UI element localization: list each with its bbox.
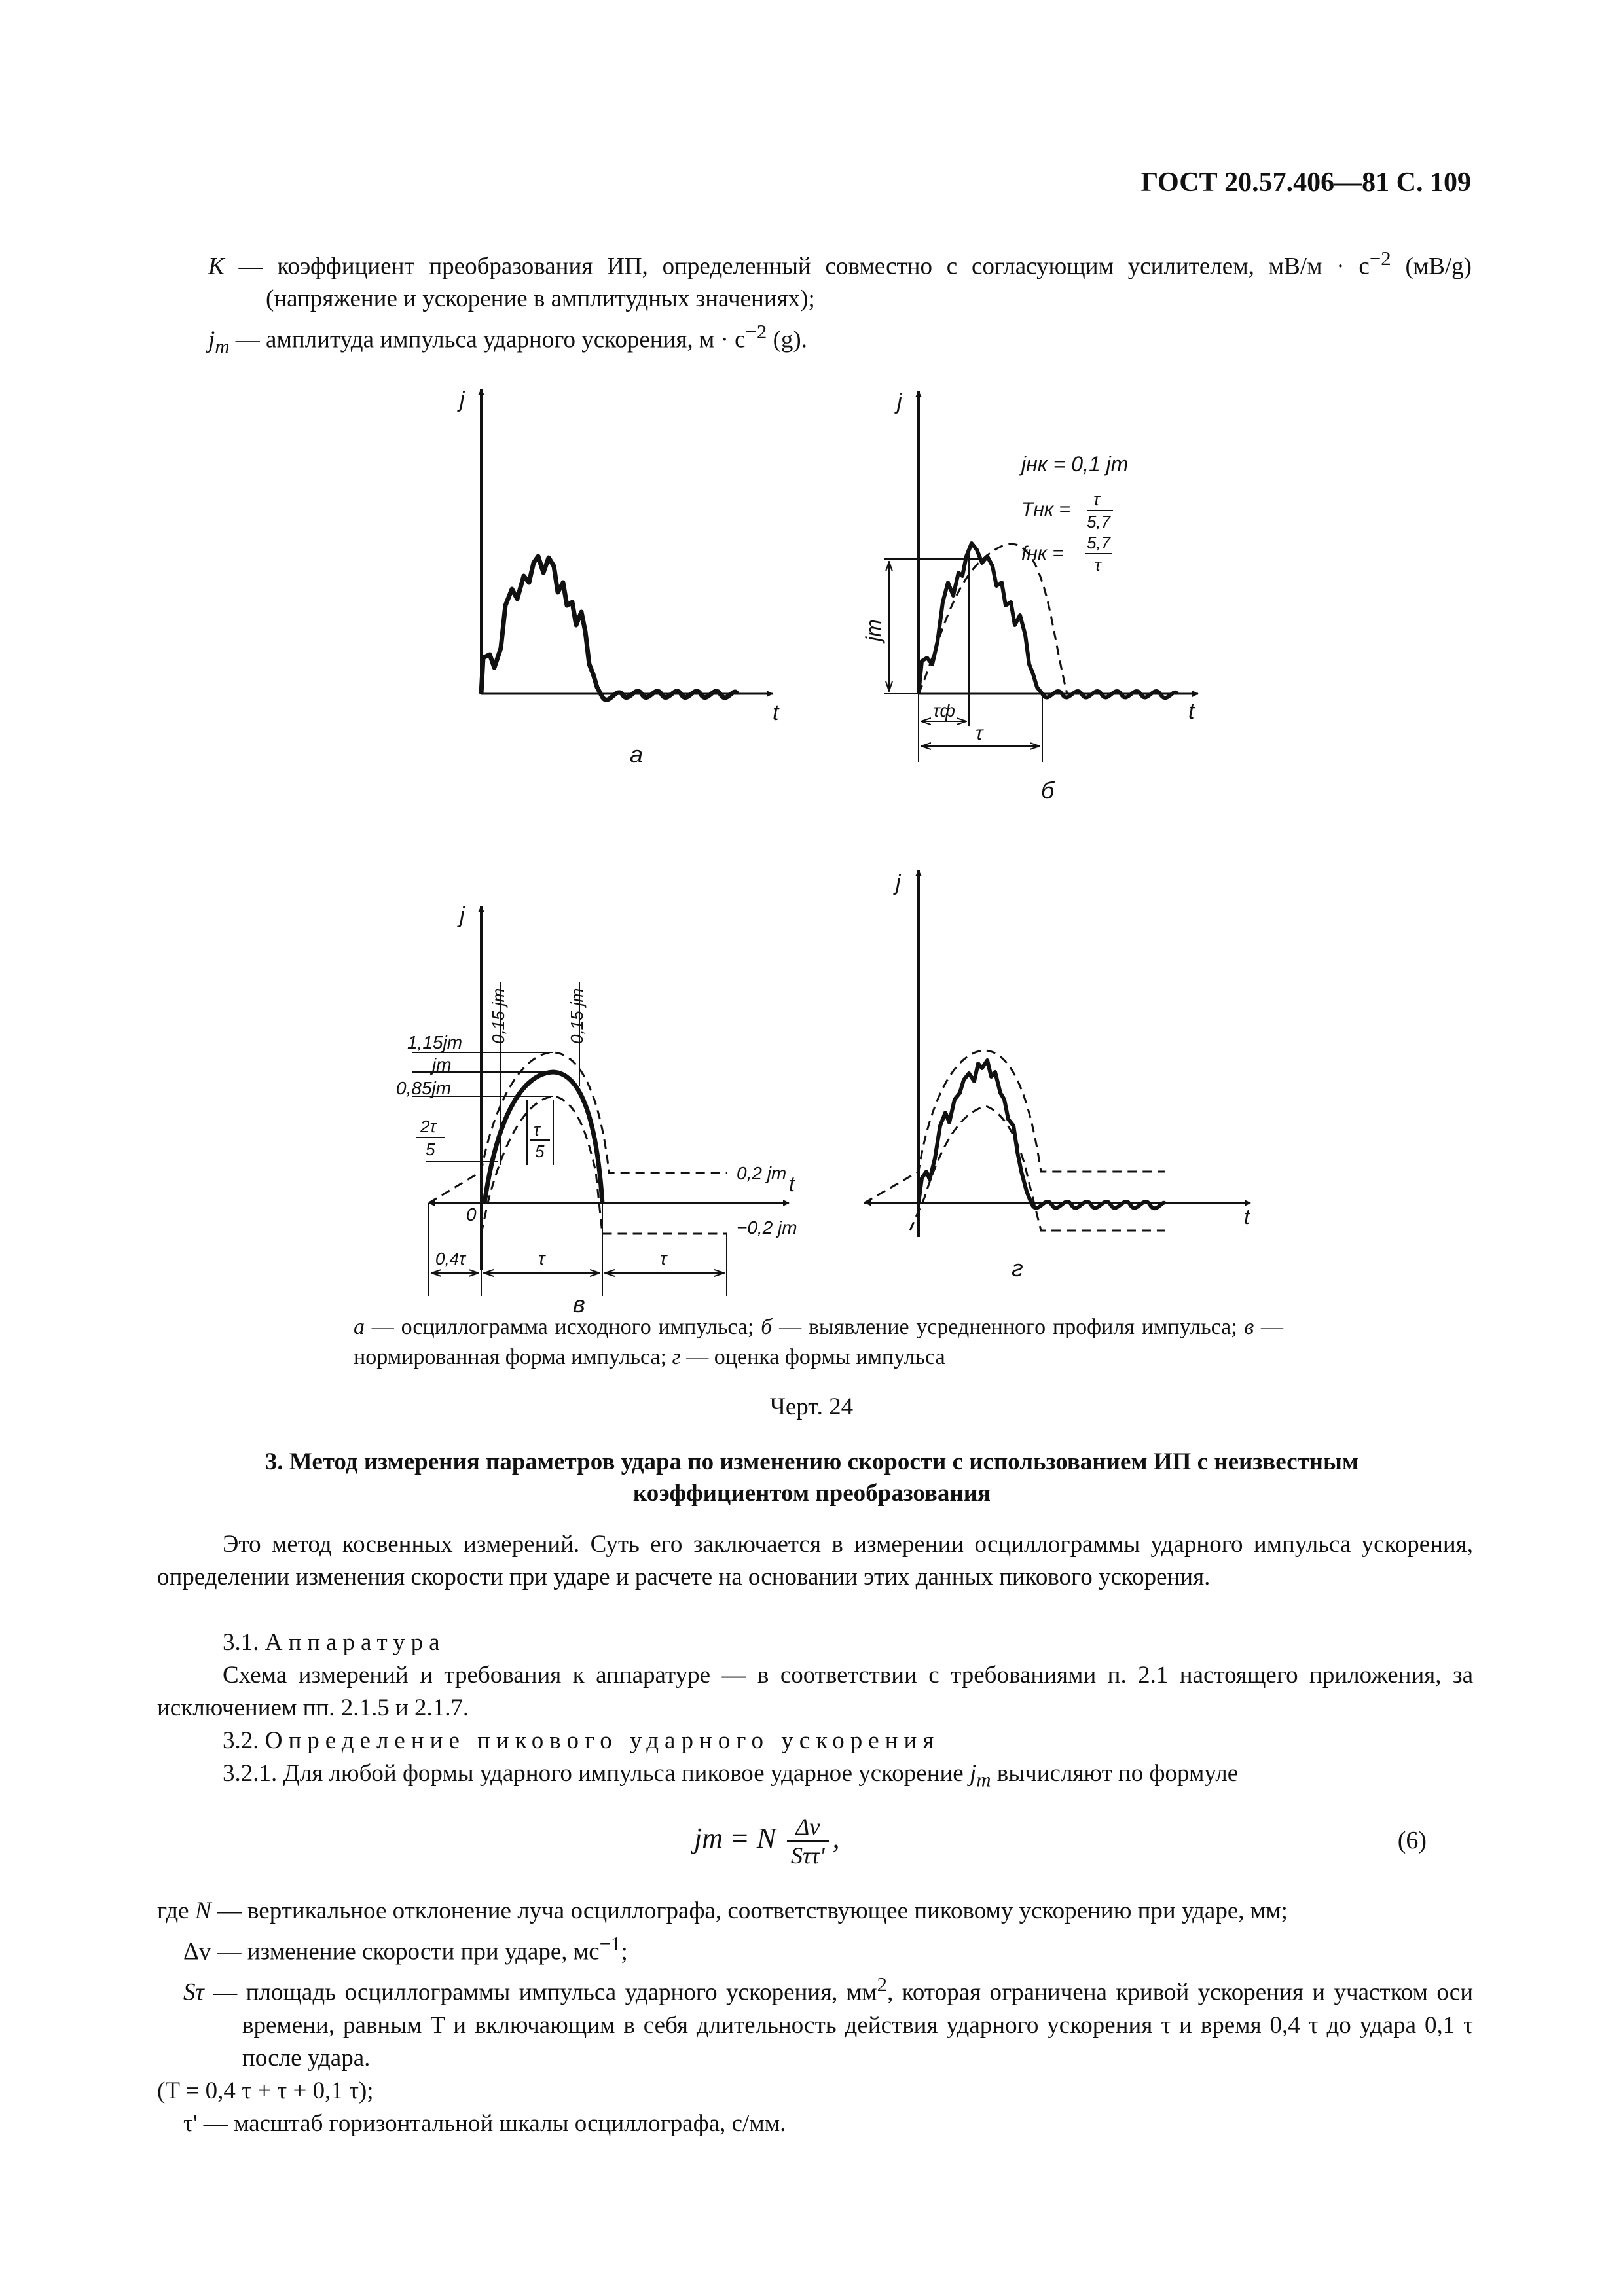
panel-b-tau-label: τ [976, 723, 983, 744]
figure-chert-24 [396, 353, 1336, 1335]
panel-b-formula-fnk-num: 5,7 [1087, 533, 1111, 552]
panel-b-letter: б [1041, 777, 1055, 804]
panel-a-y-label: j [460, 387, 465, 412]
panel-v-upper-tolerance [429, 1052, 727, 1203]
figure-number: Черт. 24 [769, 1393, 854, 1420]
panel-a-curve [481, 556, 737, 700]
section-3-intro: Это метод косвенных измерений. Суть его заключается в измерении осциллограммы ударного импульса ускорения, определении изменения скорости при ударе и расчете на основании этих данных пикового ускорения. [157, 1531, 1473, 1590]
where-n: где N — вертикальное отклонение луча осциллографа, соответствующее пиковому ускорению при ударе, мм; [157, 1897, 1288, 1924]
section-3-1-text: Схема измерений и требования к аппаратуре — в соответствии с требованиями п. 2.1 настоящего приложения, за исключением пп. 2.1.5 и 2.1.7. [157, 1662, 1473, 1721]
panel-v-label-085jm: 0,85jm [396, 1078, 452, 1098]
definition-k: K — коэффициент преобразования ИП, определенный совместно с согласующим усилителем, $мВ/м \cdot с^{-2}$ (мВ/g) (напряжение и ускорение в амплитудных значениях); [208, 247, 1472, 313]
symbol-k: K [208, 253, 225, 280]
panel-b-formula-jnk: jнк = 0,1 jm [1021, 452, 1129, 476]
panel-v-label-tau5-num: τ [534, 1120, 540, 1139]
formula-6: jm = N $\frac{\Delta v}{\text{Sττ'}}$ , (6) [694, 1814, 1427, 1869]
panel-v-label-tau5-den: 5 [535, 1141, 545, 1161]
panel-b-formula-tnk-num: τ [1093, 490, 1100, 509]
formula-numerator: Δv [787, 1813, 828, 1842]
where-t-formula: (T = 0,4 τ + τ + 0,1 τ); [157, 2077, 374, 2104]
panel-b-x-label: t [1188, 699, 1195, 724]
panel-g [864, 870, 1250, 1282]
figure-svg [396, 353, 1336, 1335]
panel-g-lower-tolerance [910, 1106, 1165, 1230]
symbol-jm-inline: $j_m$ [969, 1760, 991, 1791]
panel-v-label-jm: jm [432, 1054, 452, 1075]
panel-b-formula-fnk-den: τ [1095, 555, 1101, 575]
where-block [157, 1895, 1473, 2140]
symbol-jm: $j_m$ [208, 326, 230, 358]
panel-v-label-tau2: τ [660, 1248, 667, 1268]
panel-v-label-015jm-b: 0,15 jm [567, 988, 587, 1044]
definitions-block [208, 242, 1472, 363]
page-header: ГОСТ 20.57.406—81 С. 109 [1140, 168, 1471, 198]
panel-b [862, 389, 1198, 804]
where-tau-prime: τ' — масштаб горизонтальной шкалы осциллографа, с/мм. [183, 2109, 786, 2137]
panel-b-curve [919, 543, 1177, 698]
panel-b-y-label: j [897, 389, 902, 414]
section-3-title: 3. Метод измерения параметров удара по изменению скорости с использованием ИП с неизвестным коэффициентом преобразования [264, 1448, 1359, 1507]
formula-fraction [787, 1813, 828, 1869]
section-3-2-heading: 3.2. Определение пикового ударного ускорения [223, 1727, 940, 1754]
panel-v-label-015jm-a: 0,15 jm [488, 988, 508, 1044]
figure-caption: а — осциллограмма исходного импульса; б — выявление усредненного профиля импульса; в — нормированная форма импульса; г — оценка формы импульса [354, 1315, 1283, 1369]
panel-g-x-label: t [1244, 1205, 1250, 1229]
panel-v-label-m02jm: −0,2 jm [737, 1217, 797, 1238]
panel-v-label-115jm: 1,15jm [407, 1032, 463, 1052]
panel-v-x-label: t [789, 1172, 795, 1196]
section-3-2-1-text: 3.2.1. Для любой формы ударного импульса пиковое ударное ускорение $j_m$ вычисляют по формуле [223, 1760, 1239, 1791]
where-stau: Sτ — площадь осциллограммы импульса ударного ускорения, $мм^2$, которая ограничена кривой ускорения и участком оси времени, равным T и включающим в себя длительность действия ударного ускорения τ и время 0,4 τ до удара 0,1 τ после удара. [183, 1973, 1474, 2072]
panel-a-x-label: t [773, 700, 779, 725]
panel-b-formula-tnk-lhs: Tнк = [1021, 499, 1070, 520]
panel-b-tau-f-label: τф [933, 700, 955, 721]
panel-v-label-2tau-den: 5 [426, 1139, 435, 1159]
formula-denominator: Sττ' [791, 1842, 825, 1869]
where-dv: Δv — изменение скорости при ударе, $мс^{-1}$; [183, 1933, 628, 1965]
panel-v [396, 903, 797, 1318]
panel-b-formula-tnk-den: 5,7 [1087, 512, 1111, 531]
panel-v-letter: в [573, 1291, 585, 1318]
panel-v-label-tau1: τ [538, 1248, 545, 1268]
panel-v-nominal-curve [484, 1072, 602, 1203]
panel-a-letter: а [630, 741, 644, 768]
panel-b-formula-fnk-lhs: fнк = [1021, 543, 1064, 564]
panel-v-label-2tau-num: 2τ [420, 1117, 437, 1136]
panel-a [457, 387, 780, 768]
panel-v-zero-label: 0 [466, 1204, 477, 1225]
definition-jm: $j_m$ — амплитуда импульса ударного ускорения, $м \cdot с^{-2}$ (g). [208, 321, 807, 358]
section-3-1-heading: 3.1. Аппаратура [223, 1629, 446, 1656]
formula-number: (6) [1397, 1827, 1427, 1854]
panel-v-lower-tolerance [481, 1096, 727, 1234]
panel-v-label-02jm: 0,2 jm [737, 1163, 787, 1183]
panel-v-label-04tau: 0,4τ [435, 1249, 465, 1268]
panel-b-jm-label: jm [862, 619, 885, 641]
formula-lhs: jm = N [694, 1822, 776, 1855]
panel-g-letter: г [1012, 1255, 1023, 1282]
panel-v-y-label: j [460, 903, 465, 928]
panel-g-y-label: j [896, 870, 901, 895]
panel-g-curve [919, 1060, 1165, 1208]
